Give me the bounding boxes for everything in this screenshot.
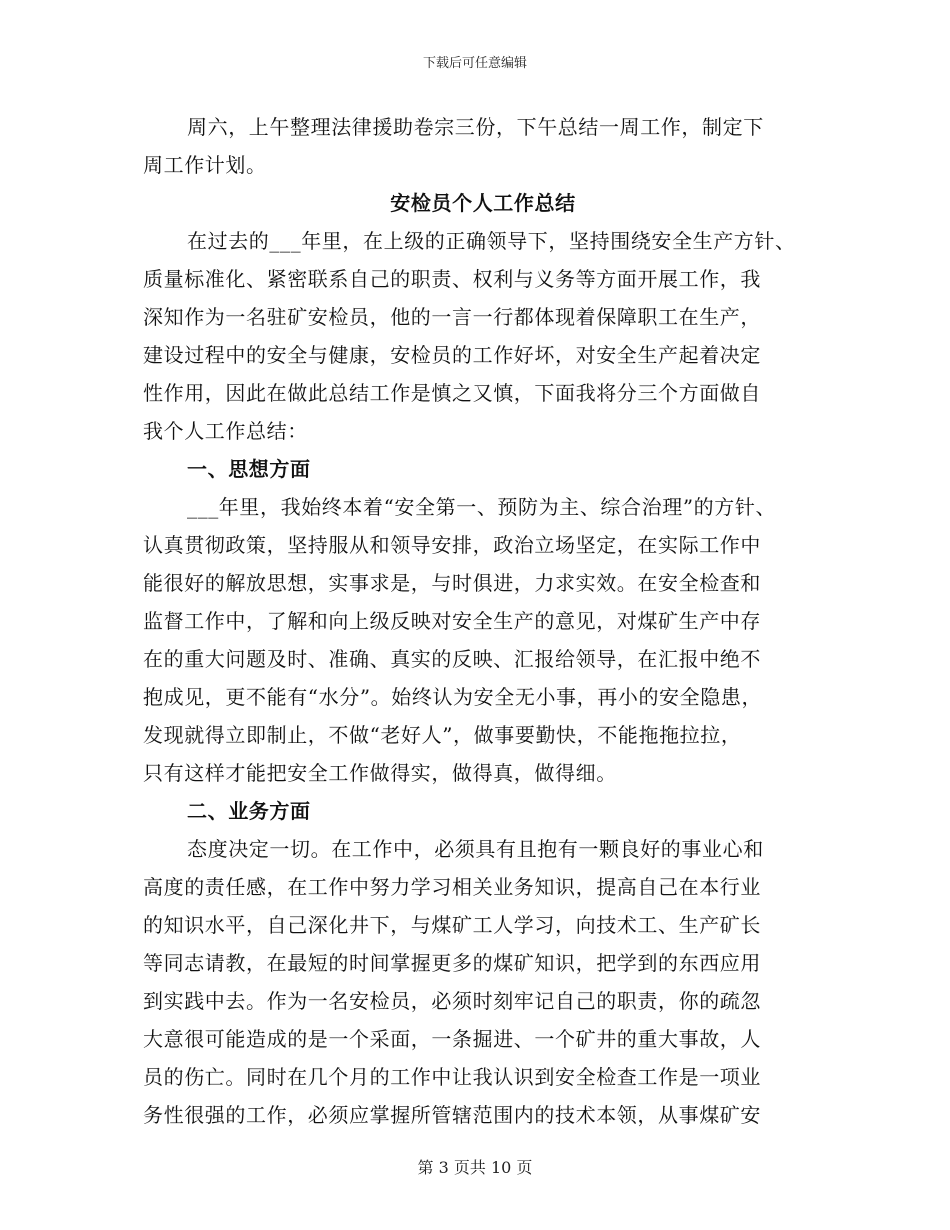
body-line: 能很好的解放思想，实事求是，与时俱进，力求实效。在安全检查和	[143, 571, 761, 595]
body-line: 务性很强的工作，必须应掌握所管辖范围内的技术本领，从事煤矿安	[143, 1103, 761, 1127]
page-footer: 第 3 页共 10 页	[417, 1158, 533, 1177]
body-line: 等同志请教，在最短的时间掌握更多的煤矿知识，把学到的东西应用	[143, 951, 761, 975]
section-title: 安检员个人工作总结	[390, 191, 576, 215]
page-header: 下载后可任意编辑	[422, 56, 527, 71]
body-line: 建设过程中的安全与健康，安检员的工作好坏，对安全生产起着决定	[143, 343, 761, 367]
body-line: 性作用，因此在做此总结工作是慎之又慎，下面我将分三个方面做自	[143, 381, 761, 405]
section-heading: 一、思想方面	[187, 457, 311, 481]
body-line: 质量标准化、紧密联系自己的职责、权利与义务等方面开展工作，我	[143, 267, 761, 291]
body-line: 周工作计划。	[143, 153, 267, 177]
body-line: 抱成见，更不能有“水分”。始终认为安全无小事，再小的安全隐患，	[143, 685, 763, 709]
body-line: 到实践中去。作为一名安检员，必须时刻牢记自己的职责，你的疏忽	[143, 989, 761, 1013]
body-line: 只有这样才能把安全工作做得实，做得真，做得细。	[143, 761, 617, 785]
body-line: ___年里，我始终本着“安全第一、预防为主、综合治理”的方针、	[187, 495, 777, 519]
body-line: 在的重大问题及时、准确、真实的反映、汇报给领导，在汇报中绝不	[143, 647, 761, 671]
body-line: 认真贯彻政策，坚持服从和领导安排，政治立场坚定，在实际工作中	[143, 533, 761, 557]
body-line: 员的伤亡。同时在几个月的工作中让我认识到安全检查工作是一项业	[143, 1065, 761, 1089]
body-line: 在过去的___年里，在上级的正确领导下，坚持围绕安全生产方针、	[187, 229, 796, 253]
body-line: 周六，上午整理法律援助卷宗三份，下午总结一周工作，制定下	[187, 115, 764, 139]
section-heading: 二、业务方面	[187, 799, 311, 823]
document-body	[143, 108, 823, 1134]
body-line: 深知作为一名驻矿安检员，他的一言一行都体现着保障职工在生产，	[143, 305, 761, 329]
body-line: 大意很可能造成的是一个采面，一条掘进、一个矿井的重大事故，人	[143, 1027, 761, 1051]
body-line: 的知识水平，自己深化井下，与煤矿工人学习，向技术工、生产矿长	[143, 913, 761, 937]
body-line: 我个人工作总结：	[143, 419, 308, 443]
body-line: 态度决定一切。在工作中，必须具有且抱有一颗良好的事业心和	[187, 837, 764, 861]
body-line: 发现就得立即制止，不做“老好人”，做事要勤快，不能拖拖拉拉，	[143, 723, 742, 747]
body-line: 高度的责任感，在工作中努力学习相关业务知识，提高自己在本行业	[143, 875, 761, 899]
body-line: 监督工作中，了解和向上级反映对安全生产的意见，对煤矿生产中存	[143, 609, 761, 633]
